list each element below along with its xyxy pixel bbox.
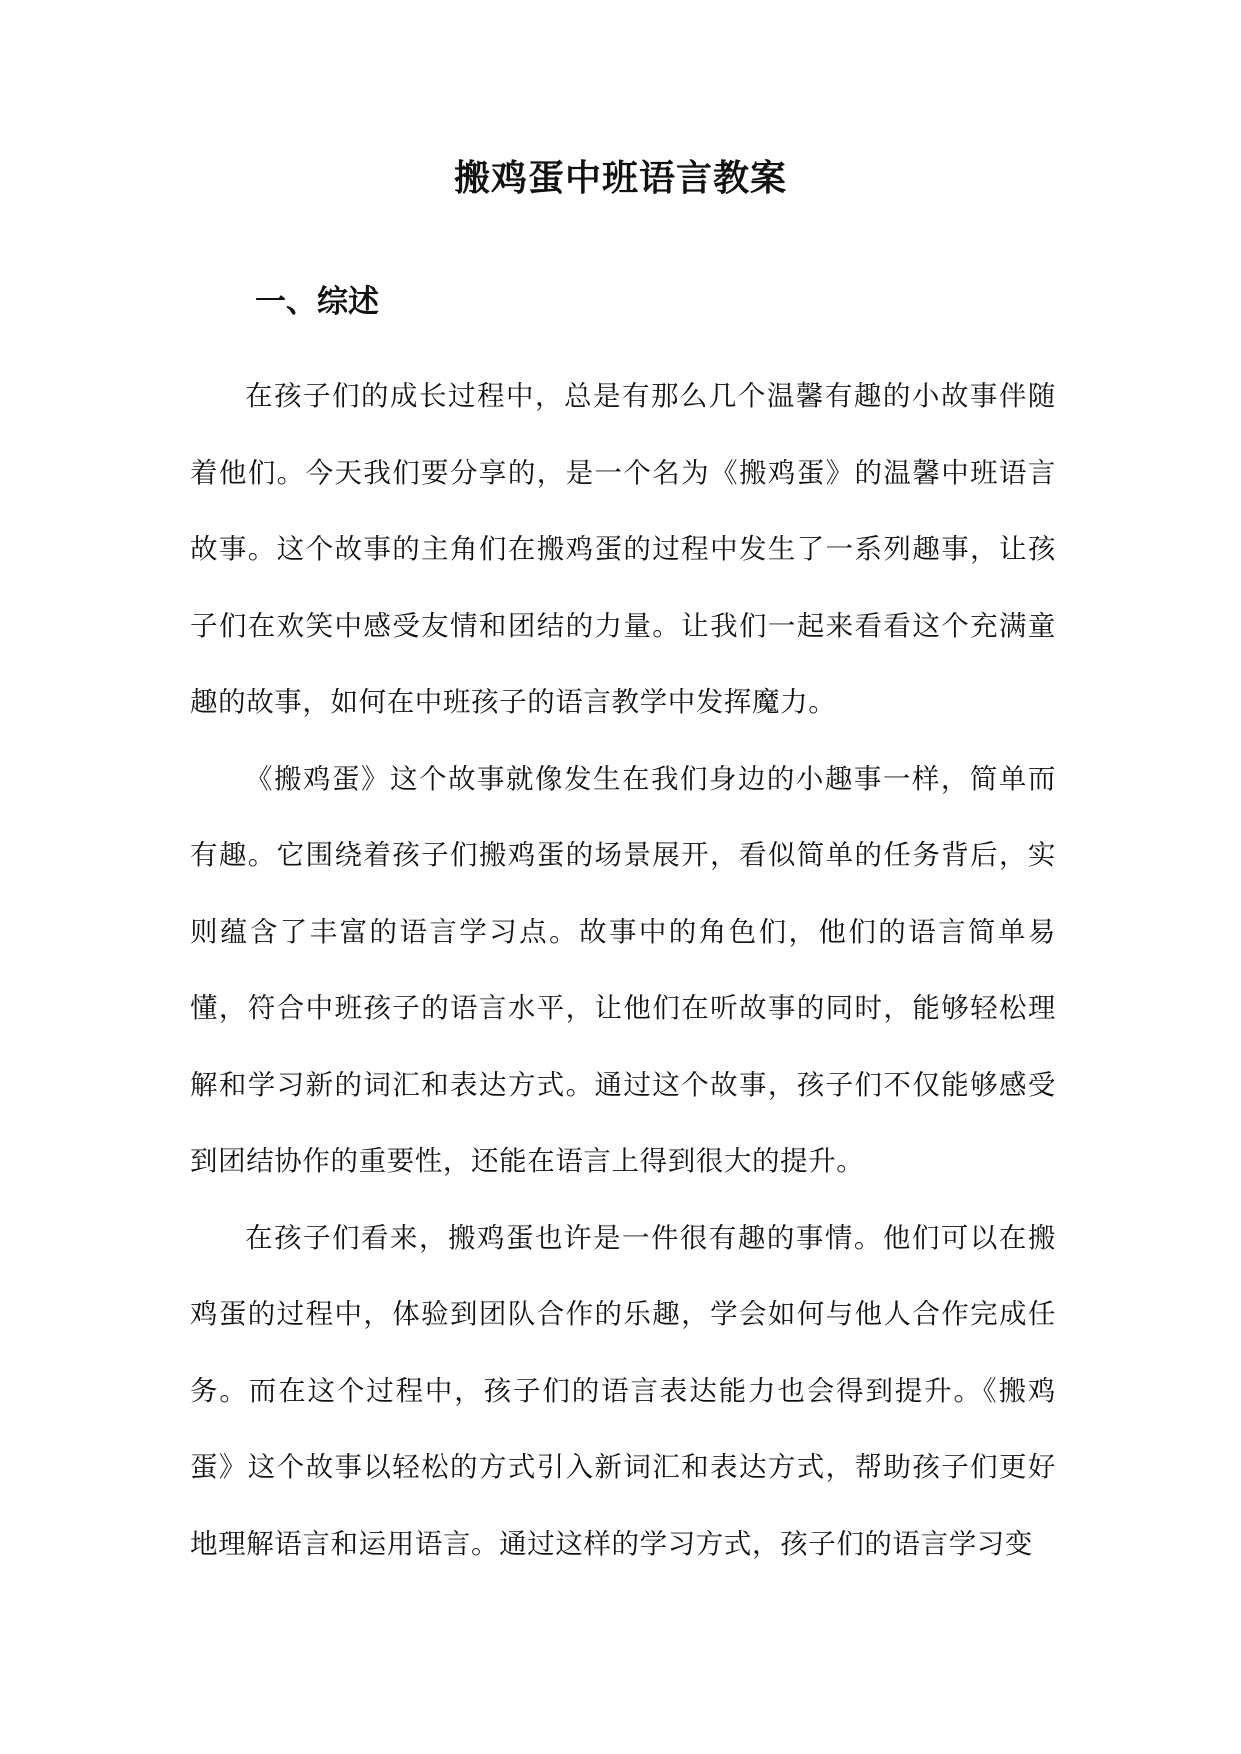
paragraph-1: 在孩子们的成长过程中，总是有那么几个温馨有趣的小故事伴随着他们。今天我们要分享的，是一个名为《搬鸡蛋》的温馨中班语言故事。这个故事的主角们在搬鸡蛋的过程中发生了一系列趣事，让孩子们在欢笑中感受友情和团结的力量。让我们一起来看看这个充满童趣的故事，如何在中班孩子的语言教学中发挥魔力。	[190, 380, 1056, 718]
section-heading: 一、综述	[255, 284, 379, 320]
paragraph-3: 在孩子们看来，搬鸡蛋也许是一件很有趣的事情。他们可以在搬鸡蛋的过程中，体验到团队合作的乐趣，学会如何与他人合作完成任务。而在这个过程中，孩子们的语言表达能力也会得到提升。《搬鸡蛋》这个故事以轻松的方式引入新词汇和表达方式，帮助孩子们更好地理解语言和运用语言。通过这样的学习方式，孩子们的语言学习变	[190, 1221, 1056, 1560]
document-body	[190, 358, 1056, 1582]
page-title: 搬鸡蛋中班语言教案	[453, 157, 787, 199]
paragraph-2: 《搬鸡蛋》这个故事就像发生在我们身边的小趣事一样，简单而有趣。它围绕着孩子们搬鸡蛋的场景展开，看似简单的任务背后，实则蕴含了丰富的语言学习点。故事中的角色们，他们的语言简单易懂，符合中班孩子的语言水平，让他们在听故事的同时，能够轻松理解和学习新的词汇和表达方式。通过这个故事，孩子们不仅能够感受到团结协作的重要性，还能在语言上得到很大的提升。	[190, 762, 1056, 1177]
